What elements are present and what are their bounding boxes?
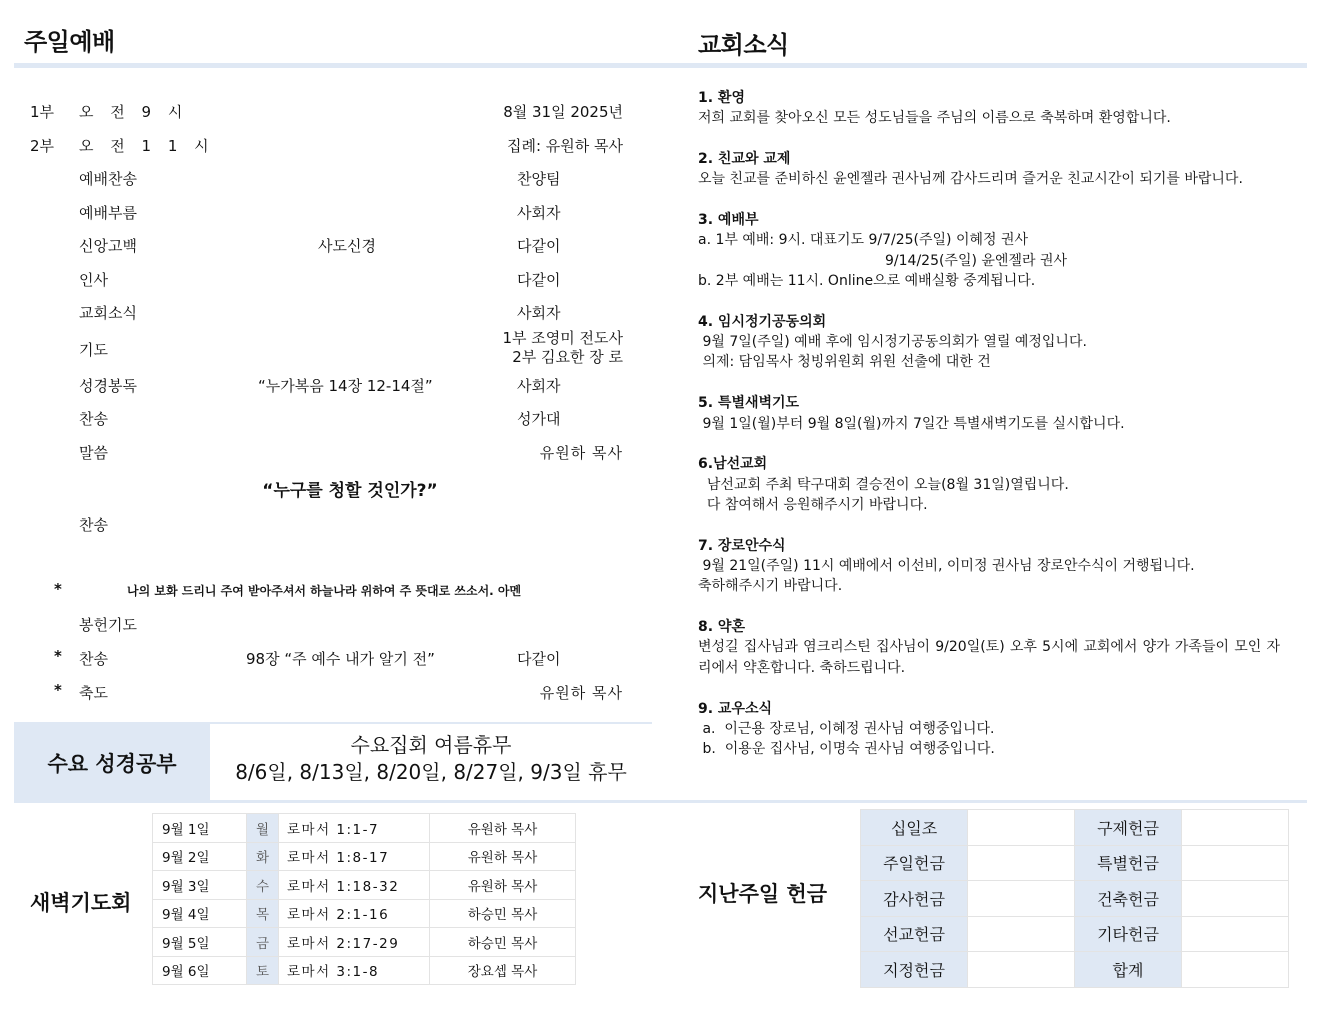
dawn-minister: 유원하 목사	[430, 842, 576, 871]
order-item-leader: 사회자	[517, 204, 561, 222]
news-item-line: 다 참여해서 응원해주시기 바랍니다.	[698, 496, 928, 513]
dawn-date: 9월 4일	[153, 899, 247, 928]
dawn-label: 새벽기도회	[30, 891, 132, 915]
offering-label: 지난주일 헌금	[698, 882, 828, 906]
dawn-date: 9월 2일	[153, 842, 247, 871]
order-item-leader: 성가대	[517, 410, 561, 428]
news-item-title: 8. 약혼	[698, 619, 745, 636]
service2-time: 오 전 1 1 시	[79, 137, 215, 155]
table-row	[153, 814, 576, 843]
order-item-leader: 다같이	[517, 237, 561, 255]
offering-amount	[968, 916, 1075, 952]
dawn-day: 금	[247, 928, 279, 957]
news-item-title: 6.남선교회	[698, 456, 768, 473]
news-item-line: 의제: 담임목사 청빙위원회 위원 선출에 대한 건	[698, 354, 991, 371]
order-item-leader: 유원하 목사	[539, 684, 623, 702]
order-item-name: 축도	[79, 684, 108, 702]
order-item-name: 교회소식	[79, 304, 137, 322]
scripture-reference: “누가복음 14장 12-14절”	[258, 377, 433, 395]
news-item-line: 9/14/25(주일) 윤엔젤라 권사	[885, 252, 1067, 269]
news-title: 교회소식	[698, 31, 789, 59]
dawn-day: 월	[247, 814, 279, 843]
news-item-line: a. 1부 예배: 9시. 대표기도 9/7/25(주일) 이혜정 권사	[698, 232, 1029, 249]
table-row	[153, 956, 576, 985]
offering-amount	[1182, 916, 1289, 952]
dawn-minister: 유원하 목사	[430, 871, 576, 900]
offering-category: 합계	[1075, 952, 1182, 988]
news-item-line: 남선교회 주최 탁구대회 결승전이 오늘(8월 31일)열립니다.	[698, 476, 1069, 493]
wednesday-notice	[210, 732, 652, 786]
offering-amount	[968, 881, 1075, 917]
news-item-line: 9월 1일(월)부터 9월 8일(월)까지 7일간 특별새벽기도를 실시합니다.	[698, 415, 1125, 432]
wednesday-line-1: 수요집회 여름휴무	[350, 733, 512, 757]
order-item-name: 예배부름	[79, 204, 137, 222]
order-item-leader: 다같이	[517, 650, 561, 668]
header-divider	[14, 63, 1307, 68]
offering-amount	[1182, 952, 1289, 988]
order-item-leader: 사회자	[517, 304, 561, 322]
dawn-day: 수	[247, 871, 279, 900]
dawn-passage: 로마서 1:8-17	[279, 842, 430, 871]
news-item-title: 9. 교우소식	[698, 700, 773, 717]
order-item-name: 신앙고백	[79, 237, 137, 255]
offering-category: 주일헌금	[861, 845, 968, 881]
news-item-line: 변성길 집사님과 염크리스틴 집사님이 9/20일(토) 오후 5시에 교회에서 양가 가족들이 모인 자리에서 약혼합니다. 축하드립니다.	[698, 639, 1280, 676]
news-item-line: 9월 21일(주일) 11시 예배에서 이선비, 이미정 권사님 장로안수식이 거행됩니다.	[698, 558, 1195, 575]
offering-category: 십일조	[861, 810, 968, 846]
offering-category: 감사헌금	[861, 881, 968, 917]
dawn-passage: 로마서 2:1-16	[279, 899, 430, 928]
offering-category: 구제헌금	[1075, 810, 1182, 846]
news-item-title: 1. 환영	[698, 90, 745, 106]
order-item-name: 예배찬송	[79, 170, 137, 188]
wednesday-panel	[14, 724, 652, 802]
prayer-leader-1: 1부 조영미 전도사	[502, 329, 623, 347]
order-item-name: 봉헌기도	[79, 616, 137, 634]
dawn-passage: 로마서 1:18-32	[279, 871, 430, 900]
news-item	[698, 454, 1280, 515]
service1-label: 1부	[30, 103, 55, 121]
news-item-line: 9월 7일(주일) 예배 후에 임시정기공동의회가 열릴 예정입니다.	[698, 334, 1087, 351]
dawn-date: 9월 1일	[153, 814, 247, 843]
offering-category: 특별헌금	[1075, 845, 1182, 881]
service1-time: 오 전 9 시	[79, 103, 189, 121]
table-row	[153, 842, 576, 871]
dawn-minister: 하승민 목사	[430, 899, 576, 928]
table-row	[153, 899, 576, 928]
dawn-day: 화	[247, 842, 279, 871]
wednesday-line-2: 8/6일, 8/13일, 8/20일, 8/27일, 9/3일 휴무	[235, 760, 627, 784]
dawn-date: 9월 5일	[153, 928, 247, 957]
order-item-name: 성경봉독	[79, 377, 137, 395]
order-item-name: 인사	[79, 271, 108, 289]
order-item-leader: 다같이	[517, 271, 561, 289]
dawn-day: 목	[247, 899, 279, 928]
news-list	[698, 88, 1280, 780]
prayer-leader-2: 2부 김요한 장 로	[512, 348, 623, 366]
offering-amount	[968, 845, 1075, 881]
offering-category: 선교헌금	[861, 916, 968, 952]
order-item-name: 찬송	[79, 650, 108, 668]
news-item-title: 7. 장로안수식	[698, 537, 786, 554]
news-item-title: 4. 임시정기공동의회	[698, 313, 827, 330]
order-item-name: 기도	[79, 341, 108, 359]
news-item	[698, 149, 1280, 190]
closing-hymn-star: *	[54, 647, 62, 665]
dedication-star: *	[54, 580, 62, 598]
order-item-leader: 유원하 목사	[539, 444, 623, 462]
news-item-line: a. 이근용 장로님, 이혜정 권사님 여행중입니다.	[698, 720, 995, 737]
offering-table	[860, 809, 1289, 988]
wednesday-label: 수요 성경공부	[14, 724, 210, 802]
table-row	[861, 881, 1289, 917]
service-date: 8월 31일 2025년	[503, 103, 623, 121]
table-row	[861, 810, 1289, 846]
offering-amount	[1182, 881, 1289, 917]
news-item-line: b. 2부 예배는 11시. Online으로 예배실황 중계됩니다.	[698, 273, 1036, 290]
worship-title: 주일예배	[24, 28, 115, 56]
news-item-title: 2. 친교와 교제	[698, 151, 791, 168]
dawn-minister: 하승민 목사	[430, 928, 576, 957]
offering-amount	[1182, 810, 1289, 846]
news-item	[698, 536, 1280, 597]
dawn-date: 9월 3일	[153, 871, 247, 900]
service2-label: 2부	[30, 137, 55, 155]
news-item	[698, 617, 1280, 678]
news-item-line: 저희 교회를 찾아오신 모든 성도님들을 주님의 이름으로 축복하며 환영합니다.	[698, 110, 1171, 127]
dawn-passage: 로마서 3:1-8	[279, 956, 430, 985]
offering-category: 기타헌금	[1075, 916, 1182, 952]
table-row	[153, 928, 576, 957]
dawn-minister: 유원하 목사	[430, 814, 576, 843]
dawn-passage: 로마서 1:1-7	[279, 814, 430, 843]
news-item-line: 오늘 친교를 준비하신 윤엔젤라 권사님께 감사드리며 즐거운 친교시간이 되기를 바랍니다.	[698, 171, 1243, 188]
news-item-title: 5. 특별새벽기도	[698, 395, 800, 412]
offering-amount	[968, 810, 1075, 846]
benediction-star: *	[54, 681, 62, 699]
news-item-line: b. 이용운 집사님, 이명숙 권사님 여행중입니다.	[698, 741, 995, 758]
table-row	[861, 916, 1289, 952]
table-row	[153, 871, 576, 900]
news-item-line: 축하해주시기 바랍니다.	[698, 578, 843, 595]
news-item	[698, 393, 1280, 434]
dawn-minister: 장요셉 목사	[430, 956, 576, 985]
order-item-name: 찬송	[79, 516, 108, 534]
table-row	[861, 845, 1289, 881]
news-item	[698, 210, 1280, 291]
order-item-name: 말씀	[79, 444, 108, 462]
table-row	[861, 952, 1289, 988]
news-item	[698, 88, 1280, 129]
dawn-day: 토	[247, 956, 279, 985]
order-item-detail: 사도신경	[318, 237, 376, 255]
news-item	[698, 312, 1280, 373]
bottom-section-rule	[14, 800, 1307, 803]
order-item-leader: 사회자	[517, 377, 561, 395]
dawn-schedule-table	[152, 813, 576, 985]
dawn-date: 9월 6일	[153, 956, 247, 985]
offering-category: 건축헌금	[1075, 881, 1182, 917]
order-item-leader: 찬양팀	[517, 170, 561, 188]
offering-amount	[968, 952, 1075, 988]
dawn-passage: 로마서 2:17-29	[279, 928, 430, 957]
news-item-title: 3. 예배부	[698, 212, 759, 229]
offering-amount	[1182, 845, 1289, 881]
closing-hymn-title: 98장 “주 예수 내가 알기 전”	[246, 650, 435, 668]
dedication-text: 나의 보화 드리니 주여 받아주셔서 하늘나라 위하여 주 뜻대로 쓰소서. 아멘	[127, 584, 522, 598]
order-item-name: 찬송	[79, 410, 108, 428]
presider: 집례: 유원하 목사	[506, 137, 623, 155]
news-item	[698, 699, 1280, 760]
offering-category: 지정헌금	[861, 952, 968, 988]
sermon-title: “누구를 청할 것인가?”	[262, 481, 438, 501]
